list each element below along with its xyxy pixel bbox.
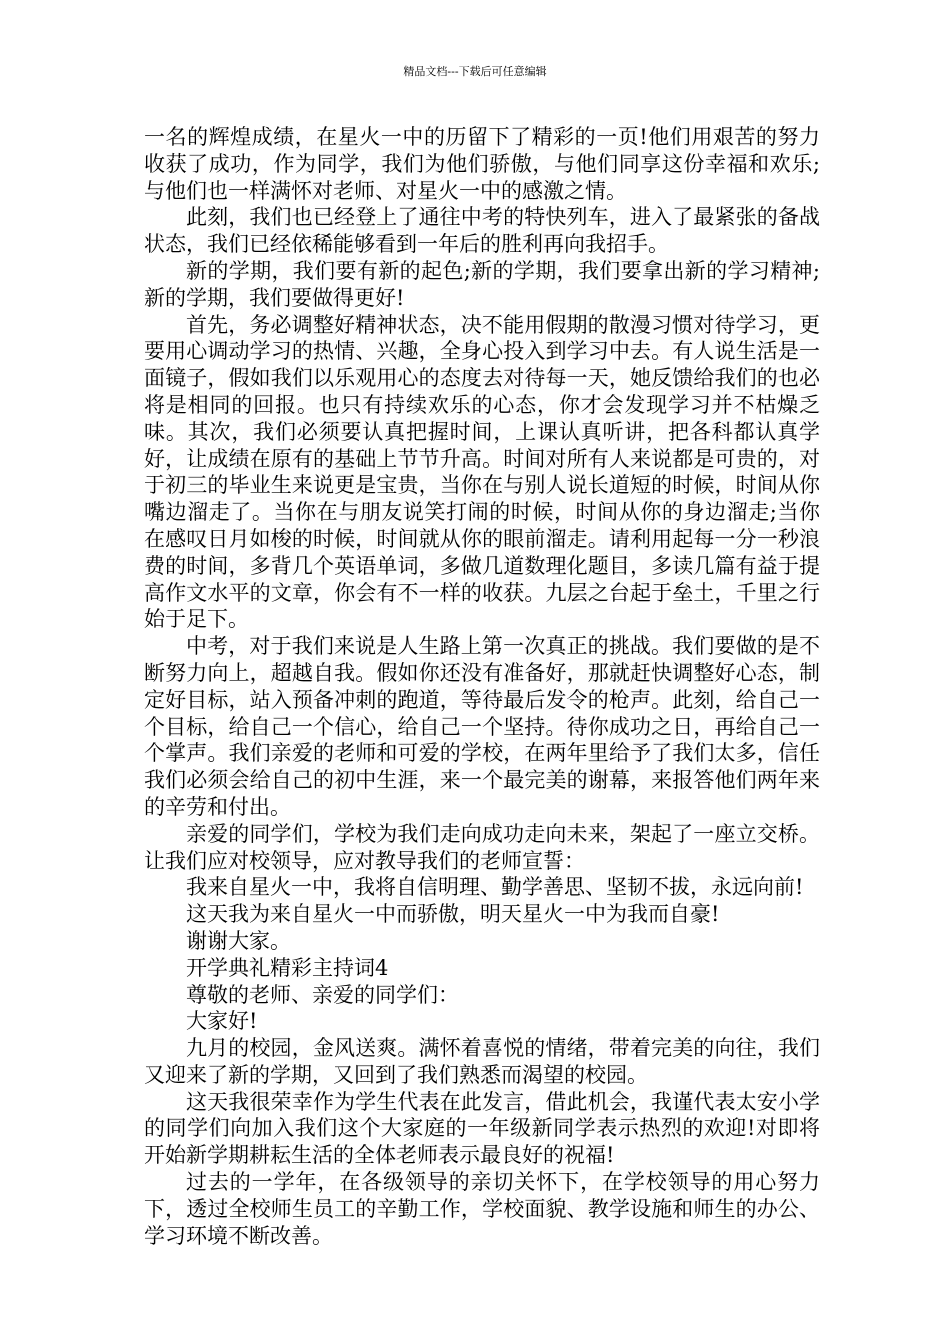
paragraph: 谢谢大家。 <box>186 928 291 953</box>
paragraph: 开学典礼精彩主持词4 <box>186 955 389 980</box>
paragraph: 这天我为来自星火一中而骄傲，明天星火一中为我而自豪! <box>186 902 720 927</box>
paragraph: 新的学期，我们要有新的起色;新的学期，我们要拿出新的学习精神;新的学期，我们要做得更好! <box>144 258 820 310</box>
paragraph: 中考，对于我们来说是人生路上第一次真正的挑战。我们要做的是不断努力向上，超越自我。假如你还没有准备好，那就赶快调整好心态，制定好目标，站入预备冲刺的跑道，等待最后发令的枪声。此刻，给自己一个目标，给自己一个信心，给自己一个坚持。待你成功之日，再给自己一个掌声。我们亲爱的老师和可爱的学校，在两年里给予了我们太多，信任我们必须会给自己的初中生涯，来一个最完美的谢幕，来报答他们两年来的辛劳和付出。 <box>144 634 820 819</box>
page-header: 精品文档---下载后可任意编辑 <box>403 65 547 78</box>
paragraph: 这天我很荣幸作为学生代表在此发言，借此机会，我谨代表太安小学的同学们向加入我们这个大家庭的一年级新同学表示热烈的欢迎!对即将开始新学期耕耘生活的全体老师表示最良好的祝福! <box>144 1089 820 1168</box>
paragraph: 一名的辉煌成绩，在星火一中的历留下了精彩的一页!他们用艰苦的努力收获了成功，作为同学，我们为他们骄傲，与他们同享这份幸福和欢乐;与他们也一样满怀对老师、对星火一中的感激之情。 <box>144 125 820 203</box>
paragraph: 此刻，我们也已经登上了通往中考的特快列车，进入了最紧张的备战状态，我们已经依稀能够看到一年后的胜利再向我招手。 <box>144 205 820 257</box>
paragraph: 大家好! <box>186 1009 258 1034</box>
paragraph: 我来自星火一中，我将自信明理、勤学善思、坚韧不拔，永远向前! <box>186 875 804 900</box>
paragraph: 亲爱的同学们，学校为我们走向成功走向未来，架起了一座立交桥。让我们应对校领导，应对教导我们的老师宣誓： <box>144 821 820 873</box>
paragraph: 过去的一学年，在各级领导的亲切关怀下，在学校领导的用心努力下，透过全校师生员工的辛勤工作，学校面貌、教学设施和师生的办公、学习环境不断改善。 <box>144 1170 820 1248</box>
paragraph: 首先，务必调整好精神状态，决不能用假期的散漫习惯对待学习，更要用心调动学习的热情、兴趣，全身心投入到学习中去。有人说生活是一面镜子，假如我们以乐观用心的态度去对待每一天，她反馈给我们的也必将是相同的回报。也只有持续欢乐的心态，你才会发现学习并不枯燥乏味。其次，我们必须要认真把握时间，上课认真听讲，把各科都认真学好，让成绩在原有的基础上节节升高。时间对所有人来说都是可贵的，对于初三的毕业生来说更是宝贵，当你在与别人说长道短的时候，时间从你嘴边溜走了。当你在与朋友说笑打闹的时候，时间从你的身边溜走;当你在感叹日月如梭的时候，时间就从你的眼前溜走。请利用起每一分一秒浪费的时间，多背几个英语单词，多做几道数理化题目，多读几篇有益于提高作文水平的文章，你会有不一样的收获。九层之台起于垒土，千里之行始于足下。 <box>144 312 820 632</box>
document-body <box>144 124 820 1249</box>
paragraph: 尊敬的老师、亲爱的同学们： <box>186 982 459 1007</box>
paragraph: 九月的校园，金风送爽。满怀着喜悦的情绪，带着完美的向往，我们又迎来了新的学期，又回到了我们熟悉而渴望的校园。 <box>144 1036 820 1087</box>
